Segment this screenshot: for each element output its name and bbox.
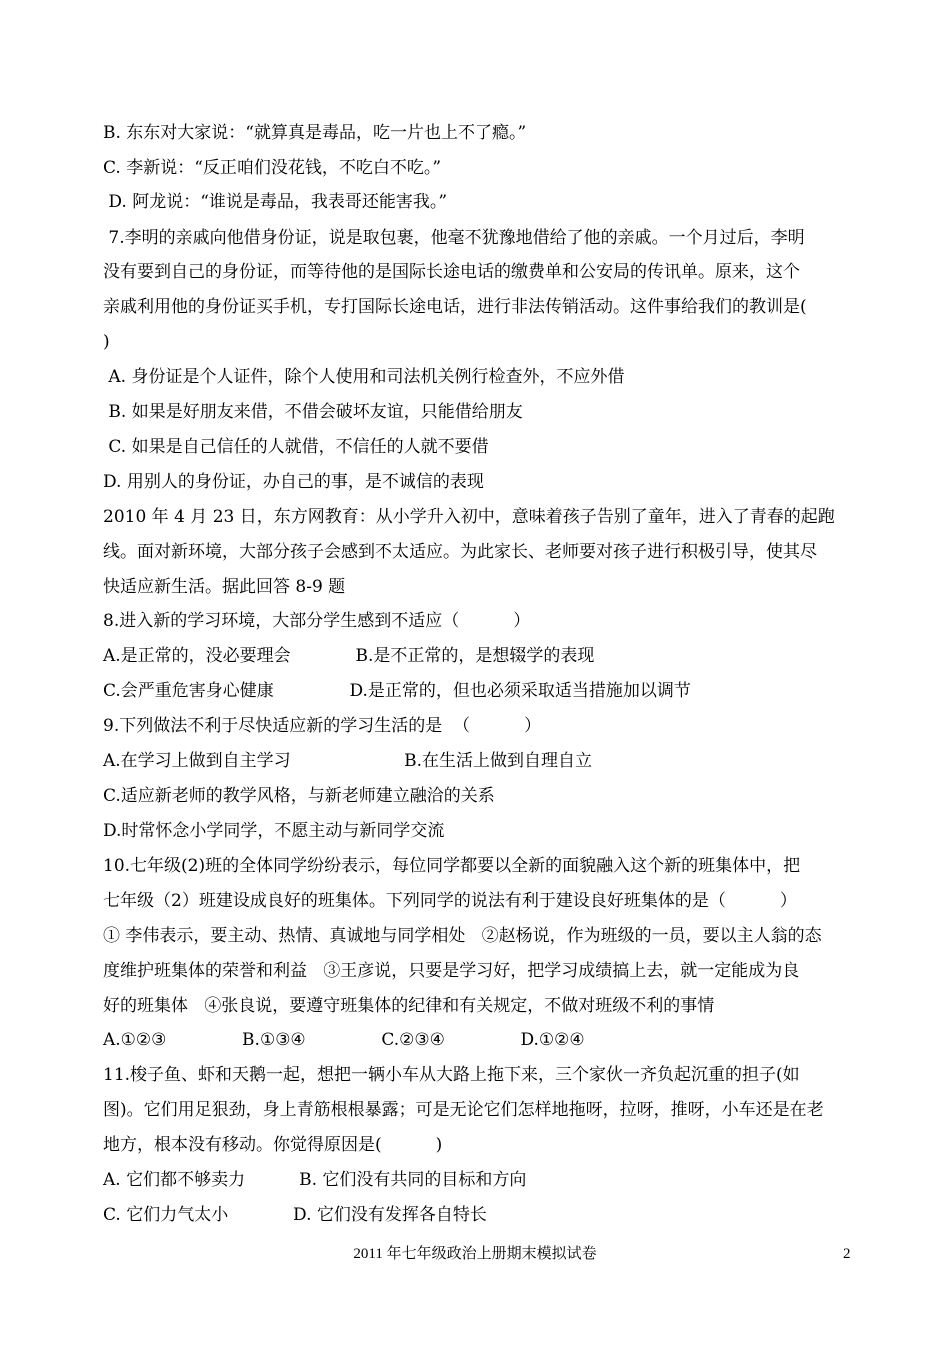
text-line: C.适应新老师的教学风格，与新老师建立融洽的关系 [103, 786, 495, 806]
text-line: A.①②③ B.①③④ C.②③④ D.①②④ [103, 1030, 585, 1050]
text-line: ) [103, 332, 110, 352]
text-line: C. 李新说：“反正咱们没花钱，不吃白不吃。” [103, 158, 442, 178]
text-line: C. 如果是自己信任的人就借，不信任的人就不要借 [103, 437, 489, 457]
text-line: 线。面对新环境，大部分孩子会感到不太适应。为此家长、老师要对孩子进行积极引导，使其尽 [103, 542, 817, 562]
text-line: D. 阿龙说：“谁说是毒品，我表哥还能害我。” [103, 192, 448, 212]
text-line: 亲戚利用他的身份证买手机，专打国际长途电话，进行非法传销活动。这件事给我们的教训是( [103, 297, 807, 317]
text-line: B. 东东对大家说：“就算真是毒品，吃一片也上不了瘾。” [103, 123, 527, 143]
text-line: 图)。它们用足狠劲，身上青筋根根暴露；可是无论它们怎样地拖呀，拉呀，推呀，小车还是在老 [103, 1100, 824, 1120]
text-line: 11.梭子鱼、虾和天鹅一起，想把一辆小车从大路上拖下来，三个家伙一齐负起沉重的担子(如 [103, 1065, 800, 1085]
text-line: 7.李明的亲戚向他借身份证，说是取包裹，他毫不犹豫地借给了他的亲戚。一个月过后，李明 [103, 228, 805, 248]
text-line: 度维护班集体的荣誉和利益 ③王彦说，只要是学习好，把学习成绩搞上去，就一定能成为良 [103, 961, 800, 981]
text-line: C.会严重危害身心健康 D.是正常的，但也必须采取适当措施加以调节 [103, 681, 691, 701]
text-line: 8.进入新的学习环境，大部分学生感到不适应（ ） [103, 611, 531, 631]
text-line: 没有要到自己的身份证，而等待他的是国际长途电话的缴费单和公安局的传讯单。原来，这个 [103, 262, 800, 282]
text-line: B. 如果是好朋友来借，不借会破坏友谊，只能借给朋友 [103, 402, 523, 422]
text-line: 10.七年级(2)班的全体同学纷纷表示，每位同学都要以全新的面貌融入这个新的班集体中，把 [103, 856, 801, 876]
text-line: D. 用别人的身份证，办自己的事，是不诚信的表现 [103, 472, 484, 492]
text-line: 2010 年 4 月 23 日，东方网教育：从小学升入初中，意味着孩子告别了童年，进入了青春的起跑 [103, 507, 835, 527]
page-number: 2 [843, 1246, 851, 1262]
text-line: 地方，根本没有移动。你觉得原因是( ) [103, 1135, 443, 1155]
footer-title: 2011 年七年级政治上册期末模拟试卷 [353, 1246, 597, 1262]
text-line: 七年级（2）班建设成良好的班集体。下列同学的说法有利于建设良好班集体的是（ ） [103, 891, 797, 911]
text-line: 快适应新生活。据此回答 8-9 题 [103, 577, 346, 597]
text-line: 好的班集体 ④张良说，要遵守班集体的纪律和有关规定，不做对班级不利的事情 [103, 996, 715, 1016]
text-line: ① 李伟表示，要主动、热情、真诚地与同学相处 ②赵杨说，作为班级的一员，要以主人翁的态 [103, 926, 822, 946]
text-line: C. 它们力气太小 D. 它们没有发挥各自特长 [103, 1205, 487, 1225]
text-line: 9.下列做法不利于尽快适应新的学习生活的是 （ ） [103, 716, 542, 736]
text-line: A. 身份证是个人证件，除个人使用和司法机关例行检查外，不应外借 [103, 367, 625, 387]
text-line: D.时常怀念小学同学，不愿主动与新同学交流 [103, 821, 445, 841]
text-line: A. 它们都不够卖力 B. 它们没有共同的目标和方向 [103, 1170, 527, 1190]
text-line: A.在学习上做到自主学习 B.在生活上做到自理自立 [103, 751, 593, 771]
text-line: A.是正常的，没必要理会 B.是不正常的，是想辍学的表现 [103, 646, 595, 666]
